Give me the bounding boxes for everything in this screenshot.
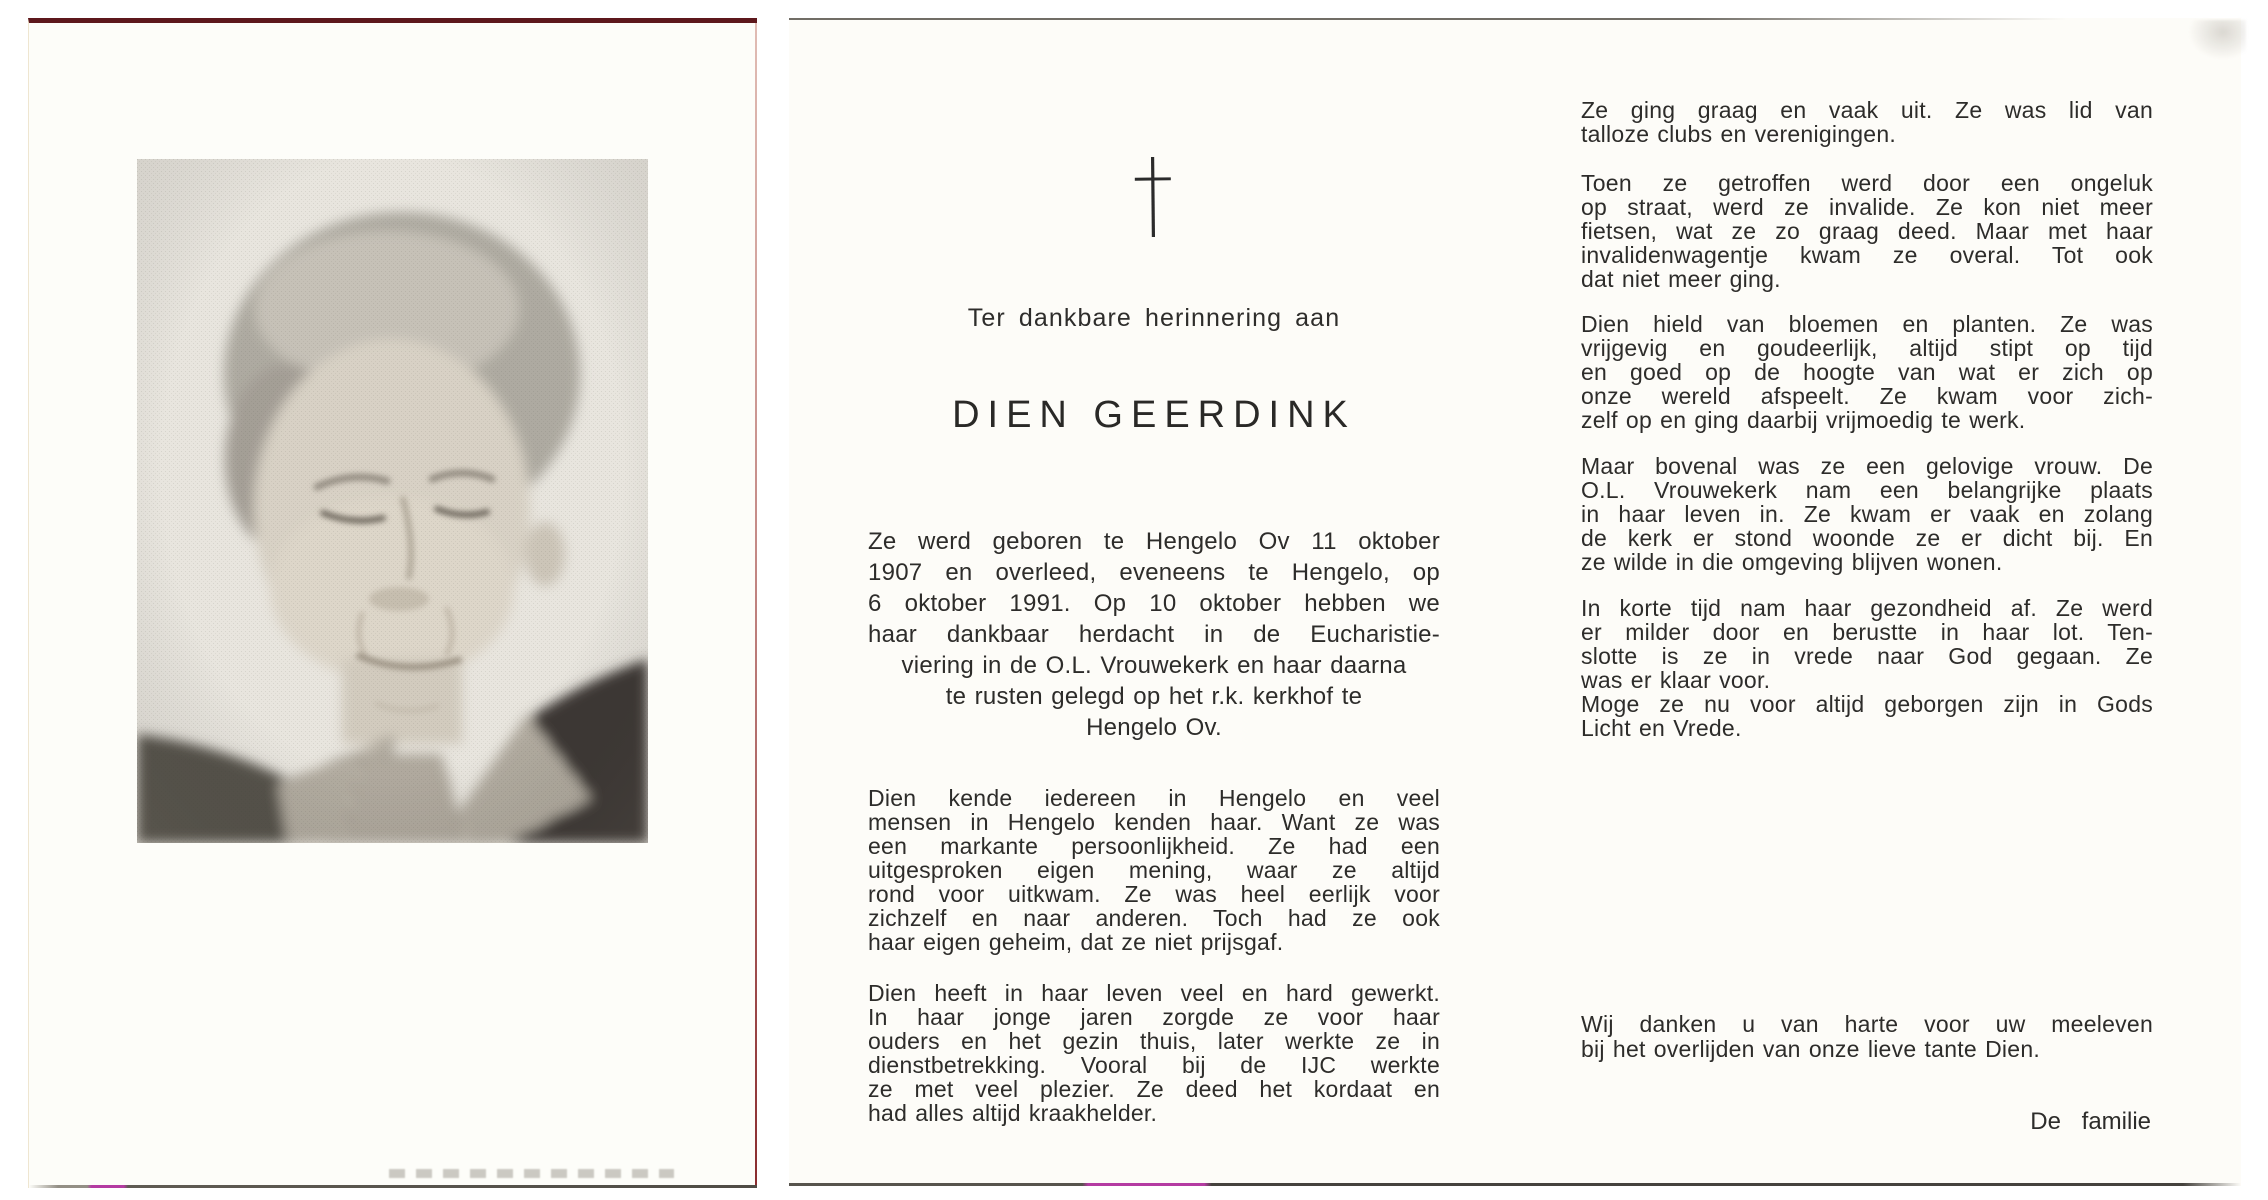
memorial-card-inner-spread xyxy=(789,18,2241,1186)
text-line: ouders en het gezin thuis, later werkte ze in xyxy=(868,1028,1440,1054)
text-line: ze wilde in die omgeving blijven wonen. xyxy=(1581,549,2003,575)
signoff-family: De familie xyxy=(2030,1108,2151,1135)
text-line: In korte tijd nam haar gezondheid af. Ze werd xyxy=(1581,595,2153,621)
scan-smudge xyxy=(2188,20,2246,60)
paragraph-faith xyxy=(1581,454,2153,574)
text-line: talloze clubs en verenigingen. xyxy=(1581,121,1897,147)
portrait-photo-art xyxy=(137,159,648,843)
paragraph-work xyxy=(868,981,1440,1125)
latin-cross-art xyxy=(1133,155,1174,239)
paragraph-accident xyxy=(1581,171,2153,291)
text-line: een markante persoonlijkheid. Ze had een xyxy=(868,833,1440,859)
text-line: zelf op en ging daarbij vrijmoedig te werk. xyxy=(1581,407,2026,433)
text-line: te rusten gelegd op het r.k. kerkhof te xyxy=(945,683,1363,710)
text-line: Dien kende iedereen in Hengelo en veel xyxy=(868,785,1440,811)
text-line: Ze werd geboren te Hengelo Ov 11 oktober xyxy=(868,528,1440,555)
text-line: Maar bovenal was ze een gelovige vrouw. De xyxy=(1581,453,2153,479)
text-line: de kerk er stond woonde ze er dicht bij. En xyxy=(1581,525,2153,551)
text-line: O.L. Vrouwekerk nam een belangrijke plaats xyxy=(1581,477,2153,503)
paragraph-clubs xyxy=(1581,98,2153,146)
latin-cross-icon xyxy=(1133,155,1174,239)
text-line: Wij danken u van harte voor uw meeleven xyxy=(1581,1011,2153,1037)
deceased-name: DIEN GEERDINK xyxy=(952,394,1356,436)
portrait-photo xyxy=(137,159,648,843)
text-line: Ze ging graag en vaak uit. Ze was lid van xyxy=(1581,97,2153,123)
text-line: dienstbetrekking. Vooral bij de IJC werkte xyxy=(868,1052,1440,1078)
intro-line: Ter dankbare herinnering aan xyxy=(967,304,1341,332)
text-line: op straat, werd ze invalide. Ze kon niet meer xyxy=(1581,194,2153,220)
card-bottom-edge xyxy=(29,1185,757,1188)
text-line: Dien heeft in haar leven veel en hard gewerkt. xyxy=(868,980,1440,1006)
text-line: viering in de O.L. Vrouwekerk en haar daarna xyxy=(901,652,1407,679)
text-line: 6 oktober 1991. Op 10 oktober hebben we xyxy=(868,590,1440,617)
paragraph-flowers xyxy=(1581,312,2153,432)
acknowledgement xyxy=(1581,1012,2153,1062)
text-line: uitgesproken eigen mening, waar ze altijd xyxy=(868,857,1440,883)
text-line: rond voor uitkwam. Ze was heel eerlijk voor xyxy=(868,881,1440,907)
text-line: ze met veel plezier. Ze deed het kordaat en xyxy=(868,1076,1440,1102)
text-line: In haar jonge jaren zorgde ze voor haar xyxy=(868,1004,1440,1030)
text-line: mensen in Hengelo kenden haar. Want ze was xyxy=(868,809,1440,835)
text-line: onze wereld afspeelt. Ze kwam voor zich- xyxy=(1581,383,2153,409)
text-line: Moge ze nu voor altijd geborgen zijn in Gods xyxy=(1581,691,2153,717)
text-line: invalidenwagentje kwam ze overal. Tot ook xyxy=(1581,242,2153,268)
text-line: Dien hield van bloemen en planten. Ze was xyxy=(1581,311,2153,337)
inner-left-page xyxy=(868,18,1440,1186)
print-artifact xyxy=(389,1169,674,1178)
text-line: fietsen, wat ze zo graag deed. Maar met haar xyxy=(1581,218,2153,244)
text-line: haar eigen geheim, dat ze niet prijsgaf. xyxy=(868,929,1284,955)
text-line: vrijgevig en goudeerlijk, altijd stipt op tijd xyxy=(1581,335,2153,361)
text-line: had alles altijd kraakhelder. xyxy=(868,1100,1158,1126)
text-line: haar dankbaar herdacht in de Eucharistie- xyxy=(868,621,1440,648)
paragraph-birth-death xyxy=(868,526,1440,743)
text-line: bij het overlijden van onze lieve tante Dien. xyxy=(1581,1036,2041,1062)
text-line: zichzelf en naar anderen. Toch had ze ook xyxy=(868,905,1440,931)
memorial-card-front xyxy=(28,18,757,1188)
text-line: Licht en Vrede. xyxy=(1581,715,1742,741)
text-line: Toen ze getroffen werd door een ongeluk xyxy=(1581,170,2153,196)
text-line: Hengelo Ov. xyxy=(1086,714,1222,741)
text-line: en goed op de hoogte van wat er zich op xyxy=(1581,359,2153,385)
spread-bottom-edge xyxy=(789,1183,2241,1186)
text-line: er milder door en berustte in haar lot. Ten- xyxy=(1581,619,2153,645)
text-line: dat niet meer ging. xyxy=(1581,266,1781,292)
inner-right-page xyxy=(1581,18,2153,1186)
text-line: slotte is ze in vrede naar God gegaan. Ze xyxy=(1581,643,2153,669)
card-right-edge xyxy=(755,23,757,1188)
text-line: in haar leven in. Ze kwam er vaak en zolang xyxy=(1581,501,2153,527)
text-line: 1907 en overleed, eveneens te Hengelo, op xyxy=(868,559,1440,586)
text-line: was er klaar voor. xyxy=(1581,667,1771,693)
paragraph-final-days xyxy=(1581,596,2153,740)
paragraph-personality xyxy=(868,786,1440,954)
